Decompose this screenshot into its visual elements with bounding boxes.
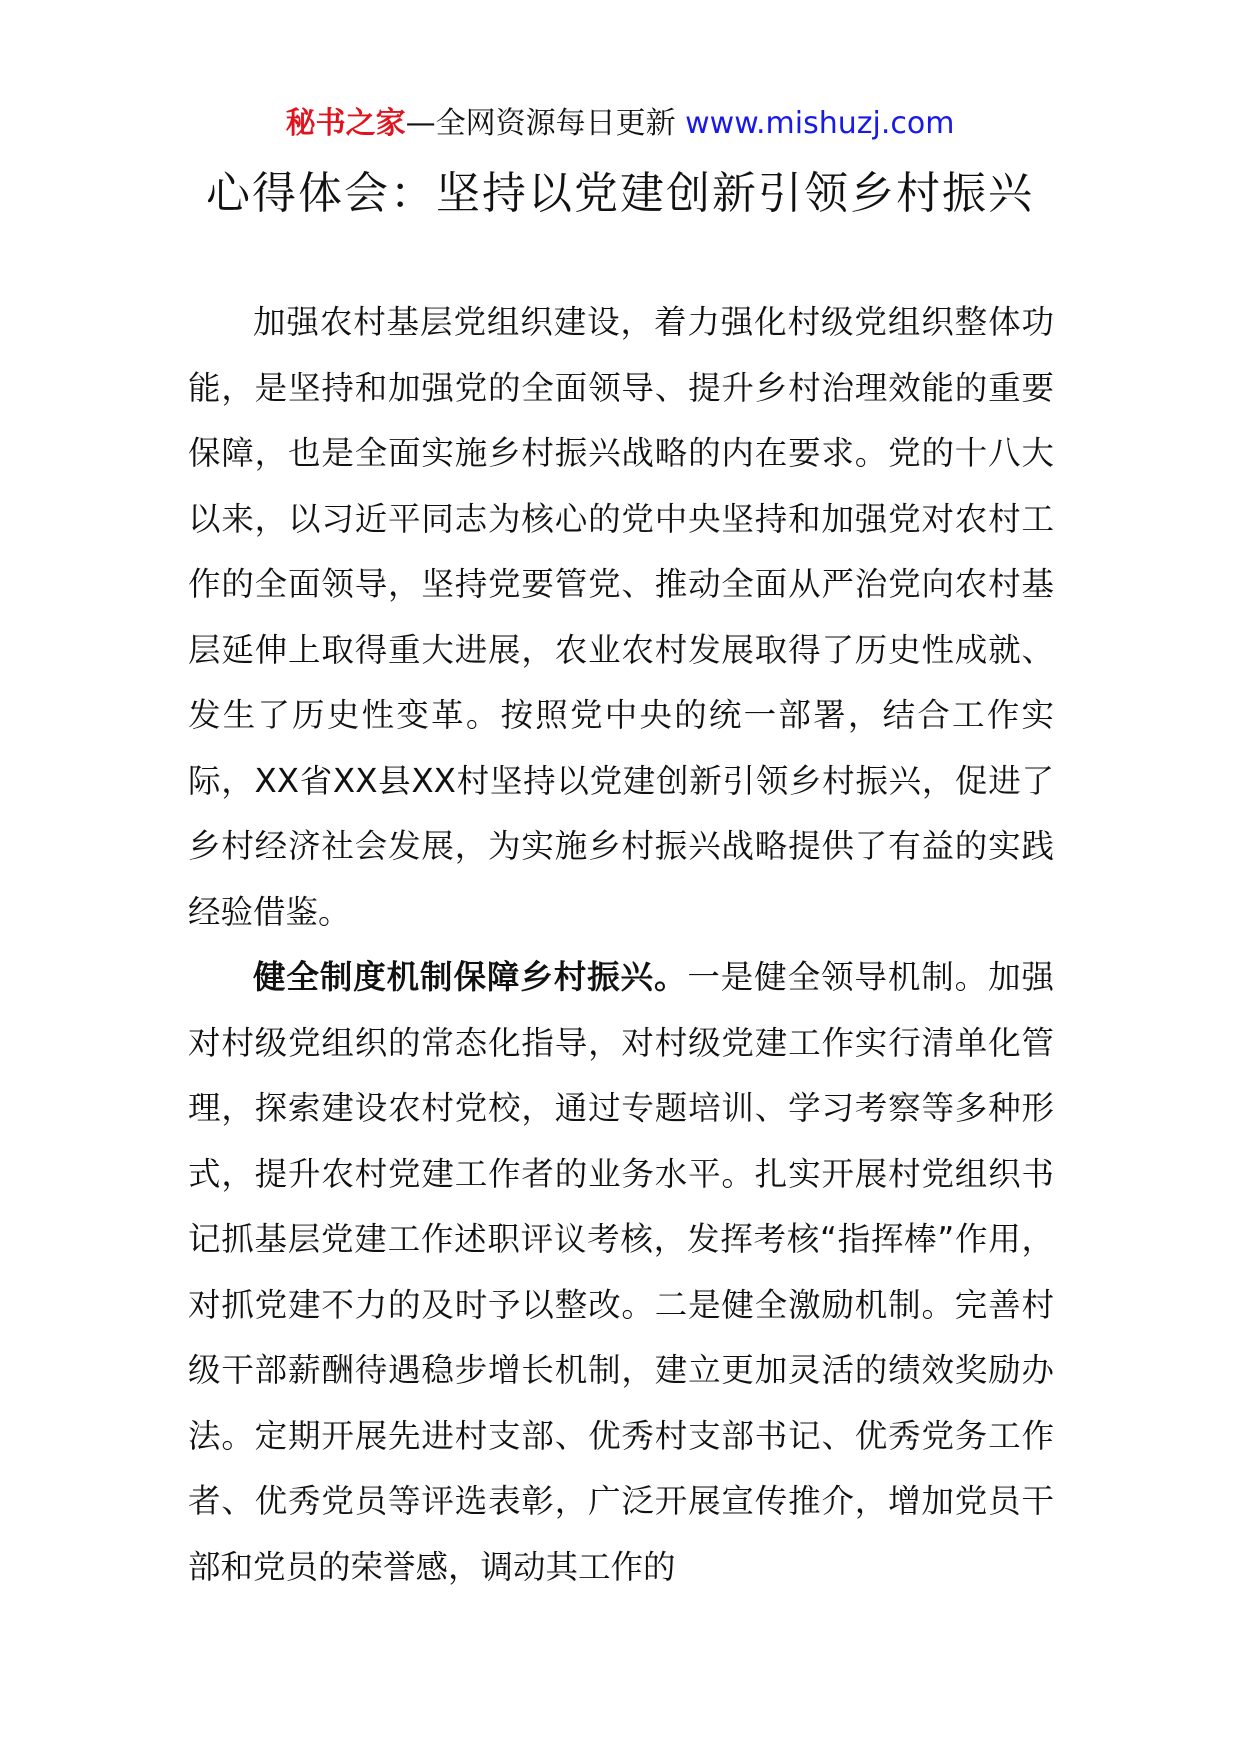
- site-tagline: —全网资源每日更新: [405, 106, 686, 141]
- document-body: [188, 290, 1054, 1600]
- document-title: 心得体会：坚持以党建创新引领乡村振兴: [206, 168, 1034, 219]
- site-url-link[interactable]: www.mishuzj.com: [685, 106, 955, 141]
- section-lead-heading: 健全制度机制保障乡村振兴。: [253, 958, 688, 996]
- paragraph-text: 一是健全领导机制。加强对村级党组织的常态化指导，对村级党建工作实行清单化管理，探索建设农村党校，通过专题培训、学习考察等多种形式，提升农村党建工作者的业务水平。扎实开展村党组织书记抓基层党建工作述职评议考核，发挥考核“指挥棒”作用，对抓党建不力的及时予以整改。二是健全激励机制。完善村级干部薪酬待遇稳步增长机制，建立更加灵活的绩效奖励办法。定期开展先进村支部、优秀村支部书记、优秀党务工作者、优秀党员等评选表彰，广泛开展宣传推介，增加党员干部和党员的荣誉感，调动其工作的: [188, 958, 1054, 1586]
- body-paragraph: [188, 945, 1054, 1600]
- body-paragraph: [188, 290, 1054, 945]
- paragraph-text: 加强农村基层党组织建设，着力强化村级党组织整体功能，是坚持和加强党的全面领导、提升乡村治理效能的重要保障，也是全面实施乡村振兴战略的内在要求。党的十八大以来，以习近平同志为核心的党中央坚持和加强党对农村工作的全面领导，坚持党要管党、推动全面从严治党向农村基层延伸上取得重大进展，农业农村发展取得了历史性成就、发生了历史性变革。按照党中央的统一部署，结合工作实际，XX省XX县XX村坚持以党建创新引领乡村振兴，促进了乡村经济社会发展，为实施乡村振兴战略提供了有益的实践经验借鉴。: [188, 303, 1054, 931]
- site-header: [0, 100, 1240, 148]
- site-brand: 秘书之家: [285, 106, 406, 141]
